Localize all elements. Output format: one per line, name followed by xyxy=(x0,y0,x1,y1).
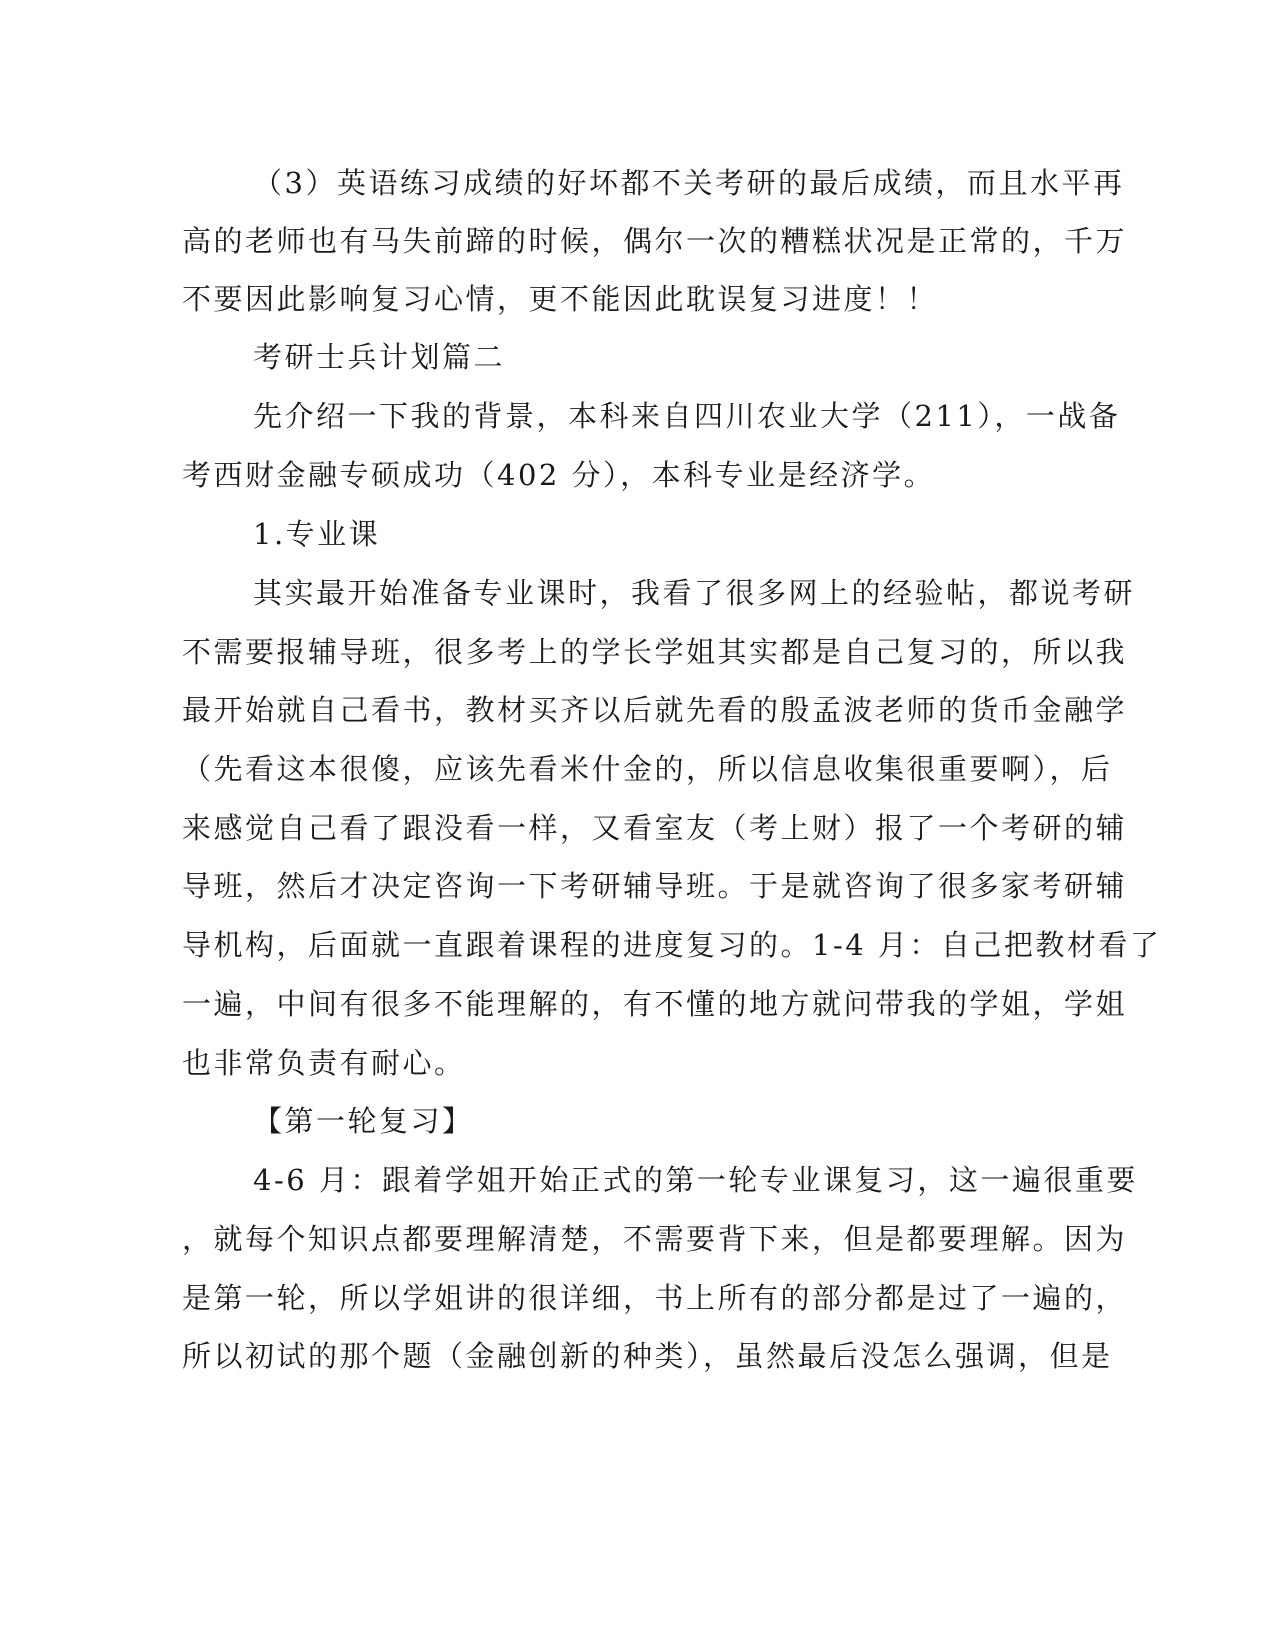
text-line: （3）英语练习成绩的好坏都不关考研的最后成绩，而且水平再 xyxy=(253,166,1125,200)
text-line: 最开始就自己看书，教材买齐以后就先看的殷孟波老师的货币金融学 xyxy=(182,693,1128,727)
text-line: 不要因此影响复习心情，更不能因此耽误复习进度！！ xyxy=(182,282,939,316)
text-line: （先看这本很傻，应该先看米什金的，所以信息收集很重要啊），后 xyxy=(182,752,1113,786)
subsection-heading: 【第一轮复习】 xyxy=(253,1104,474,1138)
text-line: 不需要报辅导班，很多考上的学长学姐其实都是自己复习的，所以我 xyxy=(182,635,1128,669)
text-line: 是第一轮，所以学姐讲的很详细，书上所有的部分都是过了一遍的， xyxy=(182,1281,1128,1315)
text-line: ，就每个知识点都要理解清楚，不需要背下来，但是都要理解。因为 xyxy=(182,1222,1128,1256)
text-line: 考西财金融专硕成功（402 分），本科专业是经济学。 xyxy=(182,458,936,492)
text-line: 也非常负责有耐心。 xyxy=(182,1046,466,1080)
text-line: 先介绍一下我的背景，本科来自四川农业大学（211），一战备 xyxy=(253,399,1121,433)
subsection-heading: 1.专业课 xyxy=(253,517,381,551)
text-line: 所以初试的那个题（金融创新的种类），虽然最后没怎么强调，但是 xyxy=(182,1339,1113,1373)
text-line: 一遍，中间有很多不能理解的，有不懂的地方就问带我的学姐，学姐 xyxy=(182,987,1128,1021)
section-heading: 考研士兵计划篇二 xyxy=(253,340,506,374)
text-line: 导班，然后才决定咨询一下考研辅导班。于是就咨询了很多家考研辅 xyxy=(182,869,1128,903)
text-line: 高的老师也有马失前蹄的时候，偶尔一次的糟糕状况是正常的，千万 xyxy=(182,224,1128,258)
text-line: 来感觉自己看了跟没看一样，又看室友（考上财）报了一个考研的辅 xyxy=(182,811,1128,845)
text-line: 导机构，后面就一直跟着课程的进度复习的。1-4 月：自己把教材看了 xyxy=(182,928,1162,962)
text-line: 4-6 月：跟着学姐开始正式的第一轮专业课复习，这一遍很重要 xyxy=(253,1163,1138,1197)
text-line: 其实最开始准备专业课时，我看了很多网上的经验帖，都说考研 xyxy=(253,576,1136,610)
